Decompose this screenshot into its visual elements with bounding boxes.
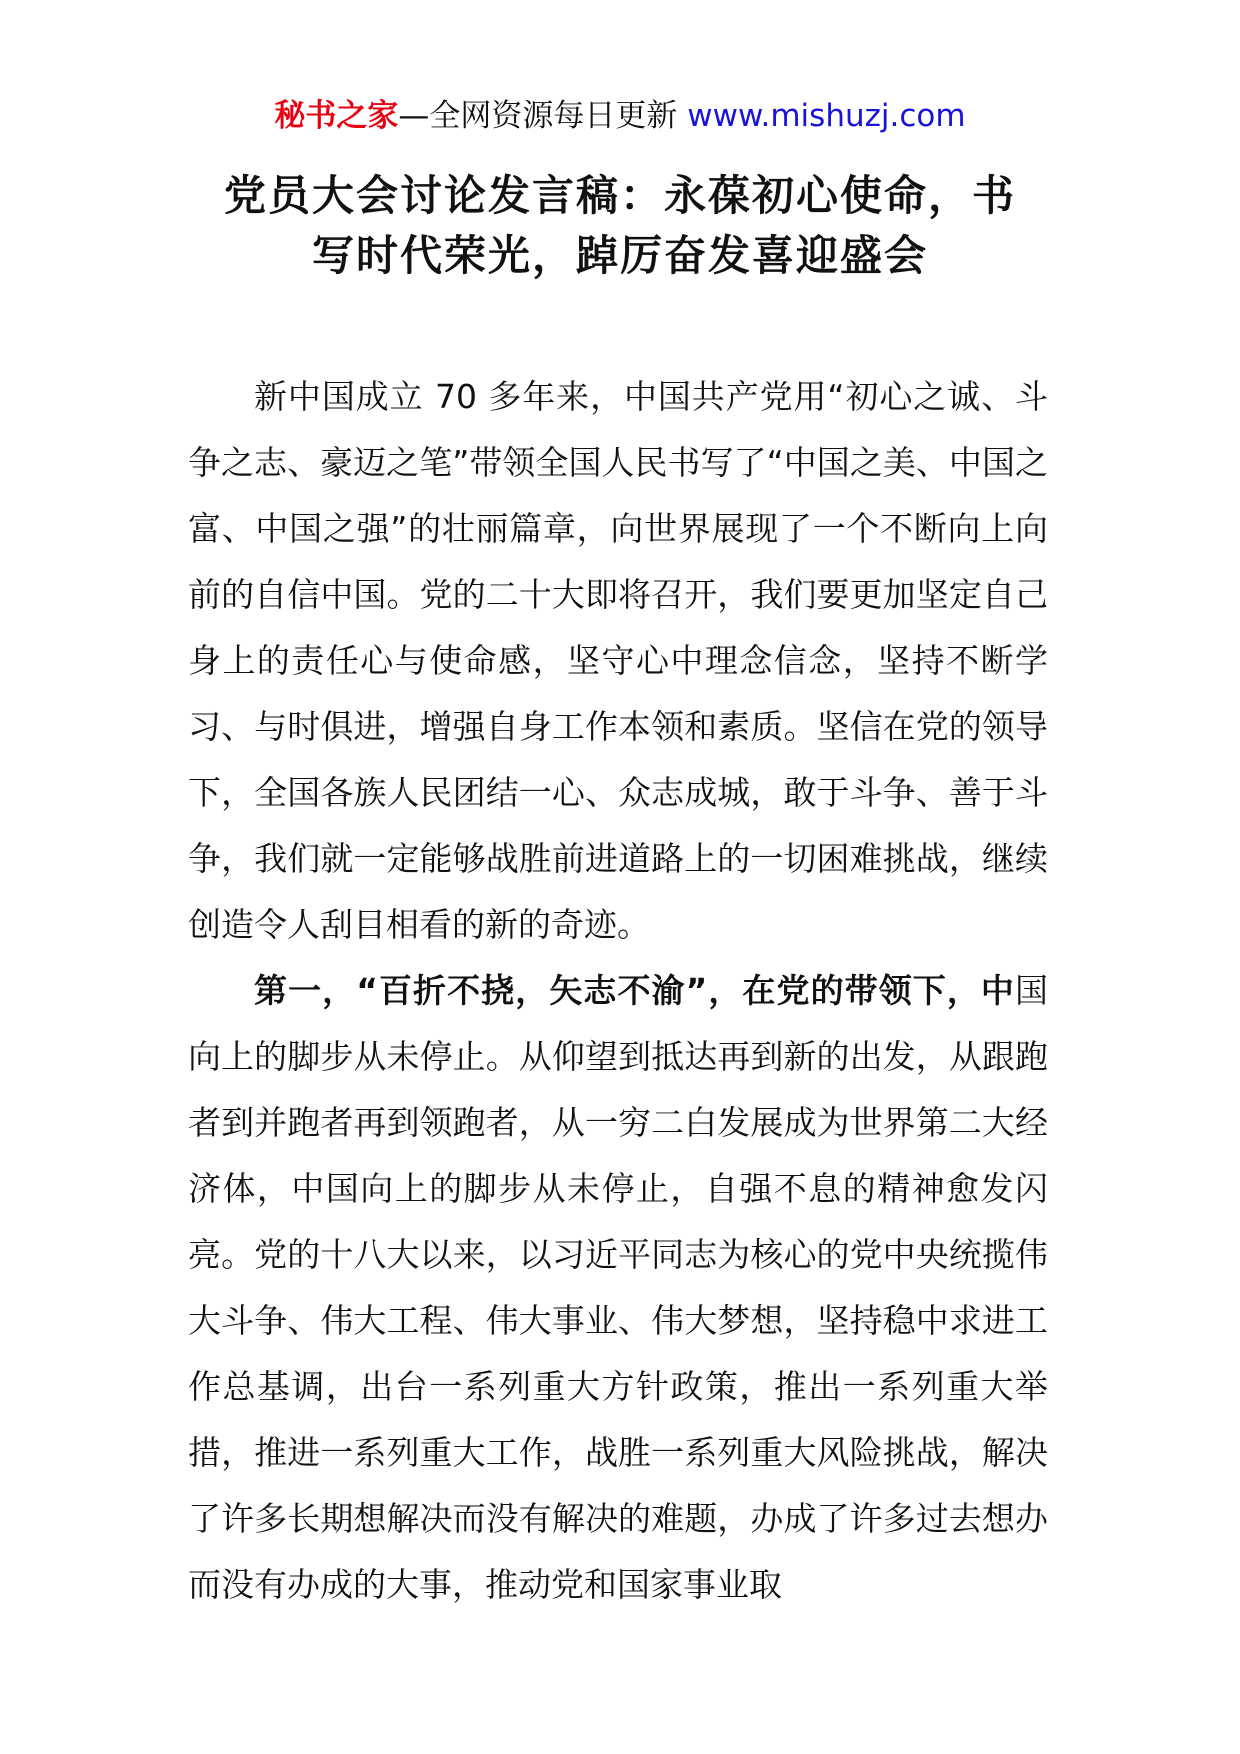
paragraph-2-body: 国向上的脚步从未停止。从仰望到抵达再到新的出发，从跟跑者到并跑者再到领跑者，从一穷二白发展成为世界第二大经济体，中国向上的脚步从未停止，自强不息的精神愈发闪亮。党的十八大以来，以习近平同志为核心的党中央统揽伟大斗争、伟大工程、伟大事业、伟大梦想，坚持稳中求进工作总基调，出台一系列重大方针政策，推出一系列重大举措，推进一系列重大工作，战胜一系列重大风险挑战，解决了许多长期想解决而没有解决的难题，办成了许多过去想办而没有办成的大事，推动党和国家事业取 [188, 971, 1048, 1604]
site-brand: 秘书之家 [274, 98, 399, 134]
title-line-1: 党员大会讨论发言稿：永葆初心使命，书 [223, 171, 1016, 220]
site-slogan: —全网资源每日更新 [398, 98, 678, 134]
paragraph-2-lead: 第一，“百折不挠，矢志不渝”，在党的带领下，中 [254, 971, 1015, 1010]
site-url-link[interactable]: www.mishuzj.com [687, 98, 966, 134]
document-body [188, 364, 1048, 1618]
paragraph-2 [188, 958, 1048, 1618]
site-header [0, 96, 1240, 136]
title-line-2: 写时代荣光，踔厉奋发喜迎盛会 [311, 231, 928, 280]
paragraph-1: 新中国成立 70 多年来，中国共产党用“初心之诚、斗争之志、豪迈之笔”带领全国人民书写了“中国之美、中国之富、中国之强”的壮丽篇章，向世界展现了一个不断向上向前的自信中国。党的二十大即将召开，我们要更加坚定自己身上的责任心与使命感，坚守心中理念信念，坚持不断学习、与时俱进，增强自身工作本领和素质。坚信在党的领导下，全国各族人民团结一心、众志成城，敢于斗争、善于斗争，我们就一定能够战胜前进道路上的一切困难挑战，继续创造令人刮目相看的新的奇迹。 [188, 377, 1048, 944]
document-title [150, 166, 1090, 286]
